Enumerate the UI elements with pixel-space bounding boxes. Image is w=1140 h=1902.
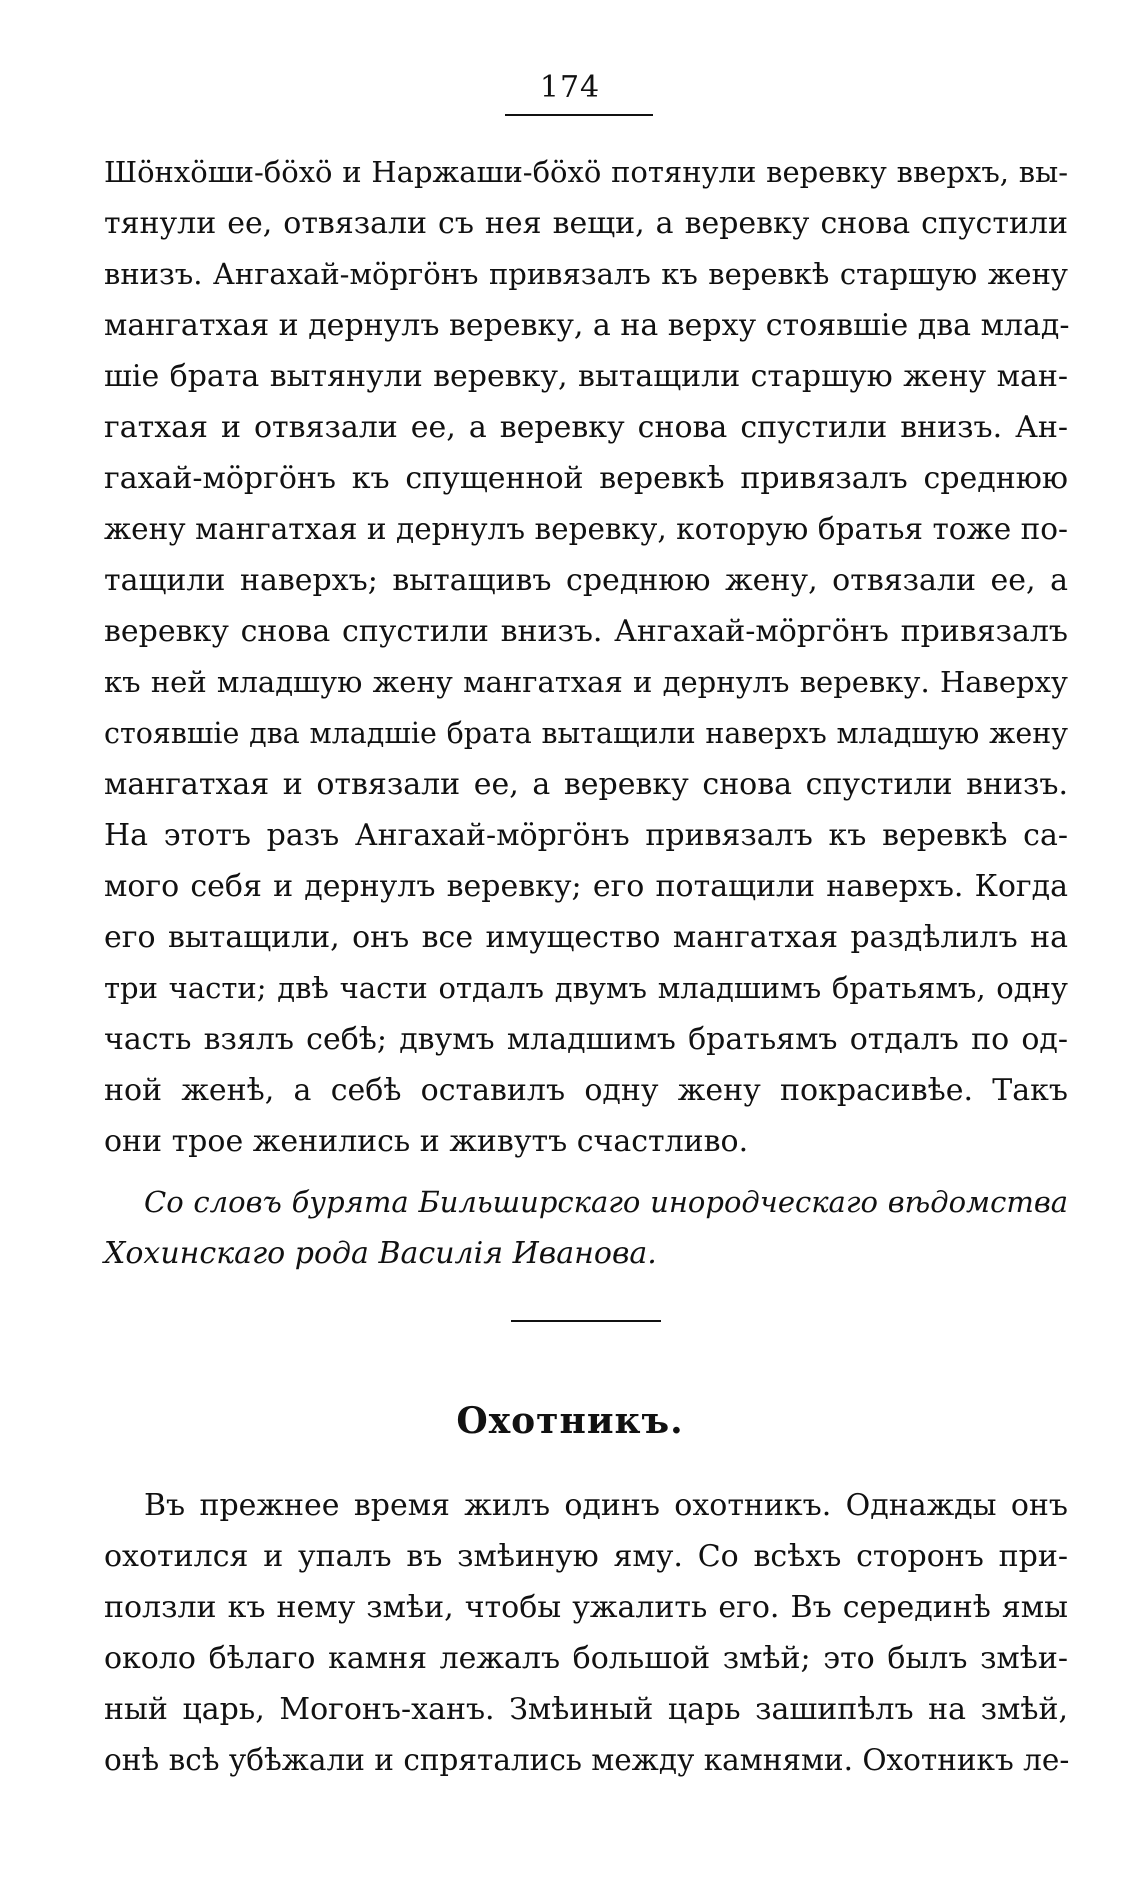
text-line: ползли къ нему змѣи, чтобы ужалить его. Въ серединѣ ямы <box>104 1590 1068 1625</box>
section-heading: Охотникъ. <box>456 1400 684 1442</box>
text-line: онѣ всѣ убѣжали и спрятались между камнями. Охотникъ ле- <box>104 1743 1070 1777</box>
text-line: веревку снова спустили внизъ. Ангахай-мöргöнъ привязалъ <box>104 614 1068 649</box>
text-line: они трое женились и живутъ счастливо. <box>104 1124 749 1159</box>
text-line: мого себя и дернулъ веревку; его потащили наверхъ. Когда <box>104 869 1068 904</box>
text-line: Шöнхöши-бöхö и Наржаши-бöхö потянули веревку вверхъ, вы- <box>104 155 1068 189</box>
page-number: 174 <box>539 70 601 105</box>
text-line: охотился и упалъ въ змѣиную яму. Со всѣхъ сторонъ при- <box>104 1539 1068 1574</box>
text-line: мангатхая и дернулъ веревку, а на верху стоявшіе два млад- <box>104 308 1070 343</box>
text-line: гахай-мöргöнъ къ спущенной веревкѣ привязалъ среднюю <box>104 461 1068 496</box>
text-line: часть взялъ себѣ; двумъ младшимъ братьямъ отдалъ по од- <box>104 1022 1068 1057</box>
text-line: На этотъ разъ Ангахай-мöргöнъ привязалъ къ веревкѣ са- <box>104 818 1068 853</box>
section-separator <box>511 1320 661 1322</box>
text-line: мангатхая и отвязали ее, а веревку снова спустили внизъ. <box>104 767 1068 802</box>
text-line: стоявшіе два младшіе брата вытащили наверхъ младшую жену <box>104 717 1068 750</box>
text-line: его вытащили, онъ все имущество мангатхая раздѣлилъ на <box>104 920 1068 955</box>
text-line: гатхая и отвязали ее, а веревку снова спустили внизъ. Ан- <box>104 410 1068 445</box>
attribution-line: Со словъ бурята Бильширскаго инородческаго вѣдомства <box>144 1185 1068 1219</box>
attribution-line: Хохинскаго рода Василія Иванова. <box>104 1236 657 1271</box>
text-line: къ ней младшую жену мангатхая и дернулъ веревку. Наверху <box>104 665 1068 699</box>
text-line: Въ прежнее время жилъ одинъ охотникъ. Однажды онъ <box>144 1488 1068 1523</box>
story-text-2 <box>104 1480 1068 1786</box>
story-text <box>104 147 1068 1167</box>
text-line: шіе брата вытянули веревку, вытащили старшую жену ман- <box>104 359 1068 394</box>
page-number-rule <box>505 114 653 116</box>
attribution <box>104 1177 1068 1279</box>
text-line: тянули ее, отвязали съ нея вещи, а веревку снова спустили <box>104 206 1068 241</box>
text-line: тащили наверхъ; вытащивъ среднюю жену, отвязали ее, а <box>104 563 1068 598</box>
text-line: жену мангатхая и дернулъ веревку, которую братья тоже по- <box>104 512 1068 546</box>
text-line: ный царь, Могонъ-ханъ. Змѣиный царь зашипѣлъ на змѣй, <box>104 1692 1068 1727</box>
text-line: три части; двѣ части отдалъ двумъ младшимъ братьямъ, одну <box>104 971 1068 1005</box>
text-line: около бѣлаго камня лежалъ большой змѣй; это былъ змѣи- <box>104 1641 1068 1676</box>
text-line: внизъ. Ангахай-мöргöнъ привязалъ къ веревкѣ старшую жену <box>104 257 1068 291</box>
text-line: ной женѣ, а себѣ оставилъ одну жену покрасивѣе. Такъ <box>104 1073 1068 1108</box>
